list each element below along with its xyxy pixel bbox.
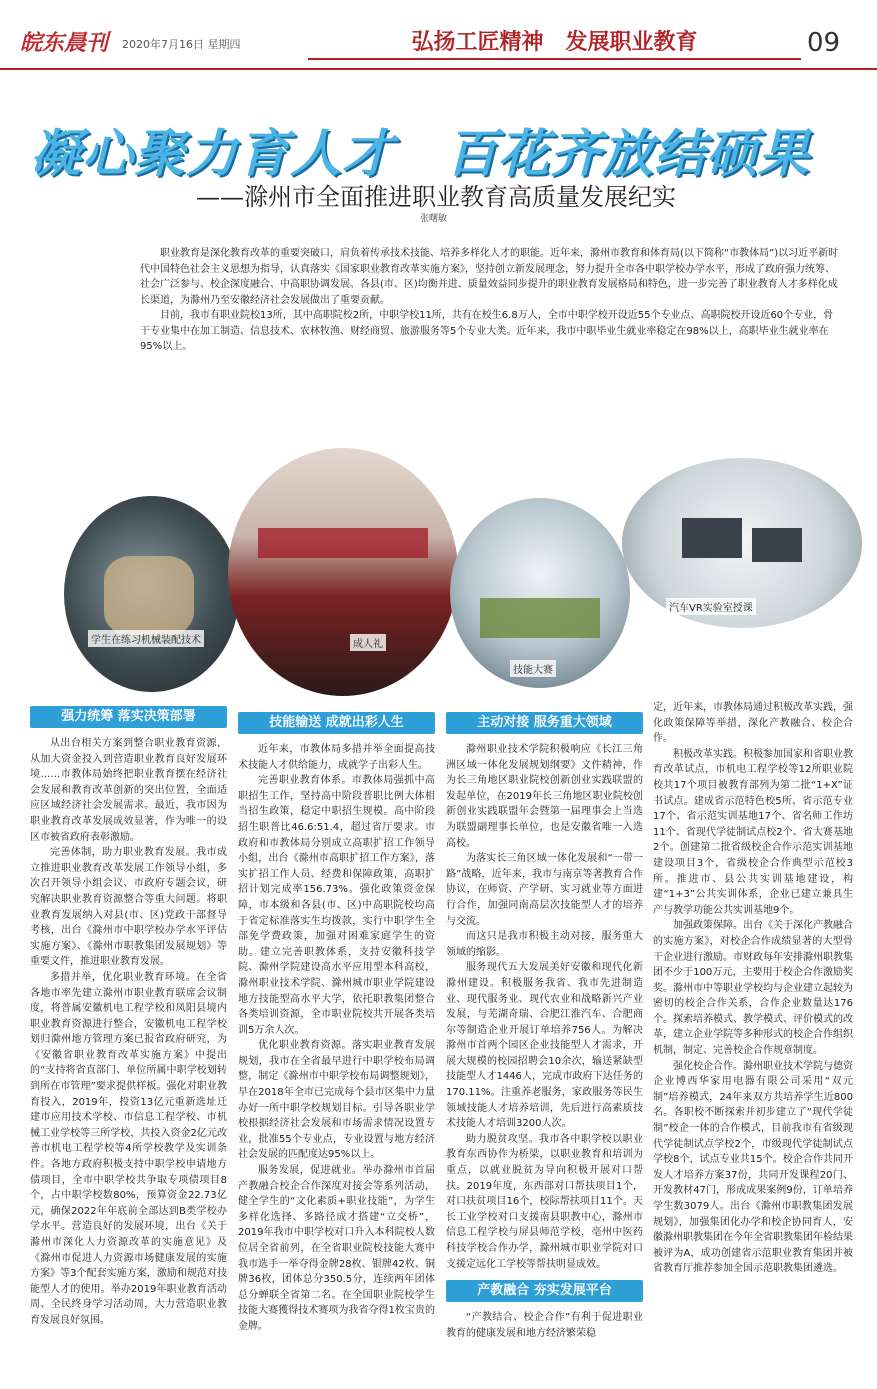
paragraph: 而这只是我市积极主动对接，服务重大领域的缩影。 xyxy=(446,931,643,958)
article-column-3 xyxy=(446,712,643,1341)
paragraph: 从出台相关方案到整合职业教育资源，从加大资金投入到营造职业教育良好发展环境……市教体局始终把职业教育摆在经济社会发展和教育改革创新的突出位置，全面适应区域经济社会发展需求。最近，我市因为职业教育改革发展成效显著，作为唯一的设区市被省政府表彰激励。 xyxy=(30,738,227,843)
photo-strip xyxy=(0,438,877,700)
author-byline: 张曙敏 xyxy=(420,214,448,224)
paragraph: 为落实长三角区域一体化发展和“一带一路”战略，近年来，我市与南京等著教育合作协议，在师资、产学研、实习就业等方面进行合作，加强同南高层次技能型人才的培养与交流。 xyxy=(446,853,643,927)
section-heading: 技能输送 成就出彩人生 xyxy=(238,712,435,734)
section-heading: 产教融合 夯实发展平台 xyxy=(446,1280,643,1302)
section-heading: 强力统筹 落实决策部署 xyxy=(30,706,227,728)
intro-block xyxy=(140,246,840,355)
paragraph: 加强政策保障。出台《关于深化产教融合的实施方案》，对校企合作成绩显著的大型骨干企业进行激励。市财政每年安排滁州职教集团不少于100万元，主要用于校企合作激励奖奖。滁州市中等职业学校均与企业建立起较为密切的校企合作关系，合作企业数量达176个。探索培养模式、教学模式、评价模式的改革，建立企业学院等多种形式的校企合作组织机制，制定、完善校企合作规章制度。 xyxy=(653,920,853,1057)
intro-paragraph: 职业教育是深化教育改革的重要突破口，肩负着传承技术技能、培养多样化人才的职能。近年来，滁州市教育和体育局(以下简称“市教体局”)以习近平新时代中国特色社会主义思想为指导，认真落实《国家职业教育改革实施方案》，坚持创立新发展理念，努力提升全市各中职学校办学水平，形成了政府强力统筹、社会广泛参与、校企深度融合、中高职协调发展、各县(市、区)均衡并进、质量效益同步提升的职业教育发展格局和特色，进一步完善了职业教育人才多样化成长渠道，为滁州乃至安徽经济社会发展做出了重要贡献。 xyxy=(140,248,839,306)
article-column-4 xyxy=(653,700,853,1277)
photo-caption: 学生在练习机械装配技术 xyxy=(88,630,204,647)
paragraph: 定，近年来，市教体局通过积极改革实践，强化政策保障等举措，深化产教融合、校企合作。 xyxy=(653,702,853,745)
article-column-2 xyxy=(238,712,435,1335)
intro-paragraph: 目前，我市有职业院校13所，其中高职院校2所，中职学校11所，共有在校生6.8万人，全市中职学校开设近55个专业点、高职院校开设近60个专业，骨干专业集中在加工制造、信息技术、农林牧渔、财经商贸、旅游服务等5个专业大类。近年来，我市中职毕业生就业率稳定在98%以上，高职毕业生就业率在95%以上。 xyxy=(140,310,834,352)
paragraph: 优化职业教育资源。落实职业教育发展规划，我市在全省最早进行中职学校布局调整，制定《滁州市中职学校布局调整规划》，早在2018年全市已完成每个县市区集中力量办好一所中职学校规划目标。引导各职业学校根据经济社会发展和市场需求情况设置专业，批准55个专业点，专业设置与地方经济社会发展的匹配度达95%以上。 xyxy=(238,1040,435,1161)
page-slogan: 弘扬工匠精神 发展职业教育 xyxy=(308,24,801,60)
paragraph: 近年来，市教体局多措并举全面提高技术技能人才供给能力，成就学子出彩人生。 xyxy=(238,744,435,771)
photo-mechanical-training xyxy=(64,496,239,692)
photo-caption: 技能大赛 xyxy=(510,660,556,677)
paragraph: 服务发展，促进就业。举办滁州市首届产教融合校企合作深度对接会等系列活动，健全学生的“文化素质+职业技能”，为学生多样化选择、多路径成才搭建“立交桥”，2019年我市中职学校对口升入本科院校人数位居全省前列，在全省职业院校技能大赛中我市选手一举夺得金牌28枚、银牌42枚、铜牌36枚，团体总分350.5分，连续两年团体总分蝉联全省第二名。在全国职业院校学生技能大赛獲得技术赛项为我省夺得1枚宝贵的金牌。 xyxy=(238,1165,435,1332)
paragraph: “产教结合、校企合作”有利于促进职业教育的健康发展和地方经济繁荣稳 xyxy=(446,1312,643,1339)
newspaper-name: 皖东晨刊 xyxy=(20,30,109,56)
subheadline: ——滁州市全面推进职业教育高质量发展纪实 xyxy=(196,183,676,211)
paragraph: 完善体制，助力职业教育发展。我市成立推进职业教育改革发展工作领导小组，多次召开领导小组会议、市政府专题会议，研究解决职业教育资源整合等重大问题。将职业教育发展纳入对县(市、区)党政干部督导考核，出台《滁州市中职学校办学水平评估实施方案》、《滁州市职教集团发展规划》等重要文件，推进职业教育发展。 xyxy=(30,847,227,968)
paragraph: 服务现代五大发展美好安徽和现代化新滁州建设。积极服务我省、我市先进制造业、现代服务业、现代农业和战略新兴产业发展，与芜湖奇瑞、合肥江淮汽车、合肥商尔等制造企业开展订单培养756人。为解决滁州市首两个园区企业技能型人才需求，开展大规模的校园招聘会10余次，输送紧缺型技能型人才1446人，完成市政府下达任务的170.11%。注重养老服务，家政服务等民生领域技能人才培养培训，先后进行高素质技术技能人才培训3200人次。 xyxy=(446,962,643,1130)
photo-coming-of-age-ceremony xyxy=(228,448,458,696)
article-column-1 xyxy=(30,706,227,1329)
issue-date: 2020年7月16日 星期四 xyxy=(122,38,241,51)
masthead xyxy=(0,0,877,70)
paragraph: 强化校企合作。滁州职业技术学院与德资企业博西华家用电器有限公司采用“双元制”培养模式，24年来双方共培养学生近800名。各职校不断探索并初步建立了“现代学徒制”校企一体的合作模式，目前我市有省级现代学徒制试点学校2个，市级现代学徒制试点学校8个，试点专业共15个。校企合作共同开发人才培养方案37份，共同开发课程20门、开发教材47门，形成成果案例9份，订单培养学生数3079人。出台《滁州市职教集团发展规划》，加强集团化办学和校企协同育人，安徽滁州职教集团在今年全省职教集团年检结果被评为A，成功创建省示范职业教育集团并被省教育厅推荐参加全国示范职教集团遴选。 xyxy=(653,1060,853,1275)
photo-caption: 汽车VR实验室授课 xyxy=(666,598,756,615)
paragraph: 积极改革实践。积极参加国家和省职业教育改革试点，市机电工程学校等12所职业院校共17个项目被教育部列为第二批“1+X”证书试点。建成省示范特色校5所、省示范专业17个、省示范实训基地17个、省名师工作坊11个、省现代学徒制试点校2个、省大赛基地2个。创建第二批省级校企合作示范实训基地建设项目3个，省级校企合作典型示范校3所。推进市、县公共实训基地建设，构建“1+3”公共实训体系，企业已建立兼具生产与教学功能公共实训基地9个。 xyxy=(653,748,853,916)
paragraph: 助力脱贫攻坚。我市各中职学校以职业教育东西协作为桥梁，以职业教育和培训为重点，以就业脱贫为导向积极开展对口帮扶。2019年度，东西部对口帮扶项目1个，对口扶贫项目16个，校际帮扶项目11个。天长工业学校对口支援南县职教中心，滁州市信息工程学校与屏县师范学校，亳州中医药科技学校合作办学，滁州城市职业学院对口支援定远化工学校等帮扶明显成效。 xyxy=(446,1133,643,1270)
paragraph: 滁州职业技术学院积极响应《长江三角洲区域一体化发展规划纲要》文件精神，作为长三角地区职业院校创新创业实践联盟的发起单位，在2019年长三角地区职业院校创新创业实践联盟年会暨第一届理事会上当选为联盟副理事长单位，也是安徽省唯一入选高校。 xyxy=(446,744,643,849)
photo-caption: 成人礼 xyxy=(350,634,386,651)
headline: 凝心聚力育人才 百花齐放结硕果 xyxy=(30,124,811,184)
paragraph: 多措并举，优化职业教育环境。在全省各地市率先建立滁州市职业教育联席会议制度，将普属安徽机电工程学校和凤阳县境内职业教育资源进行整合，安徽机电工程学校划归滁州地方管理方案已报省政府研究，为《安徽省职业教育改革实施方案》中提出的“支持将省直部门、单位所属中职学校划转到所在市管理”要求提供样板。强化对职业教育投入，2019年，投资13亿元重新选址迁建市应用技术学校、市信息工程学校、市机械工业学校等三所学校，共投入资金2亿元改善市机电工程学校等4所学校教学及实训条件。各地方政府积极支持中职学校申请地方债项目，全市中职学校共争取专项债项目8个，占中职学校数80%，预算资金22.73亿元，确保2022年年底前全部达到B类学校办学水平。营造良好的发展环境，出台《关于滁州市深化人力资源改革的实施意见》及《滁州市促进人力资源市场健康发展的实施方案》等3个配套实施方案，激励和规范对技能型人才的使用。举办2019年职业教育活动周、全民终身学习活动周，大力营造职业教育发展良好氛围。 xyxy=(30,971,227,1326)
page-number: 09 xyxy=(807,28,841,58)
section-heading: 主动对接 服务重大领域 xyxy=(446,712,643,734)
paragraph: 完善职业教育体系。市教体局强抓中高职招生工作，坚持高中阶段普职比例大体相当招生政策，稳定中职招生规模。高中阶段招生职普比46.6:51.4，超过省厅要求。市政府和市教体局分别成立高职扩招工作领导小组，出台《滁州市高职扩招工作方案》，落实扩招工作人员、经费和保障政策，高职扩招计划完成率156.73%。强化政策资金保障，市本级和各县(市、区)中高职院校均高于省定标准落实生均拨款，实行中职学生全部免学费政策，加强对困难家庭学生的资助。建立完善职教体系，支持安徽科技学院、滁州学院建设高水平应用型本科高校，滁州职业技术学院、滁州城市职业学院建设地方技能型高水平大学，依托职教集团整合各类培训资源，全市职业院校共开展各类培训5万余人次。 xyxy=(238,775,435,1036)
